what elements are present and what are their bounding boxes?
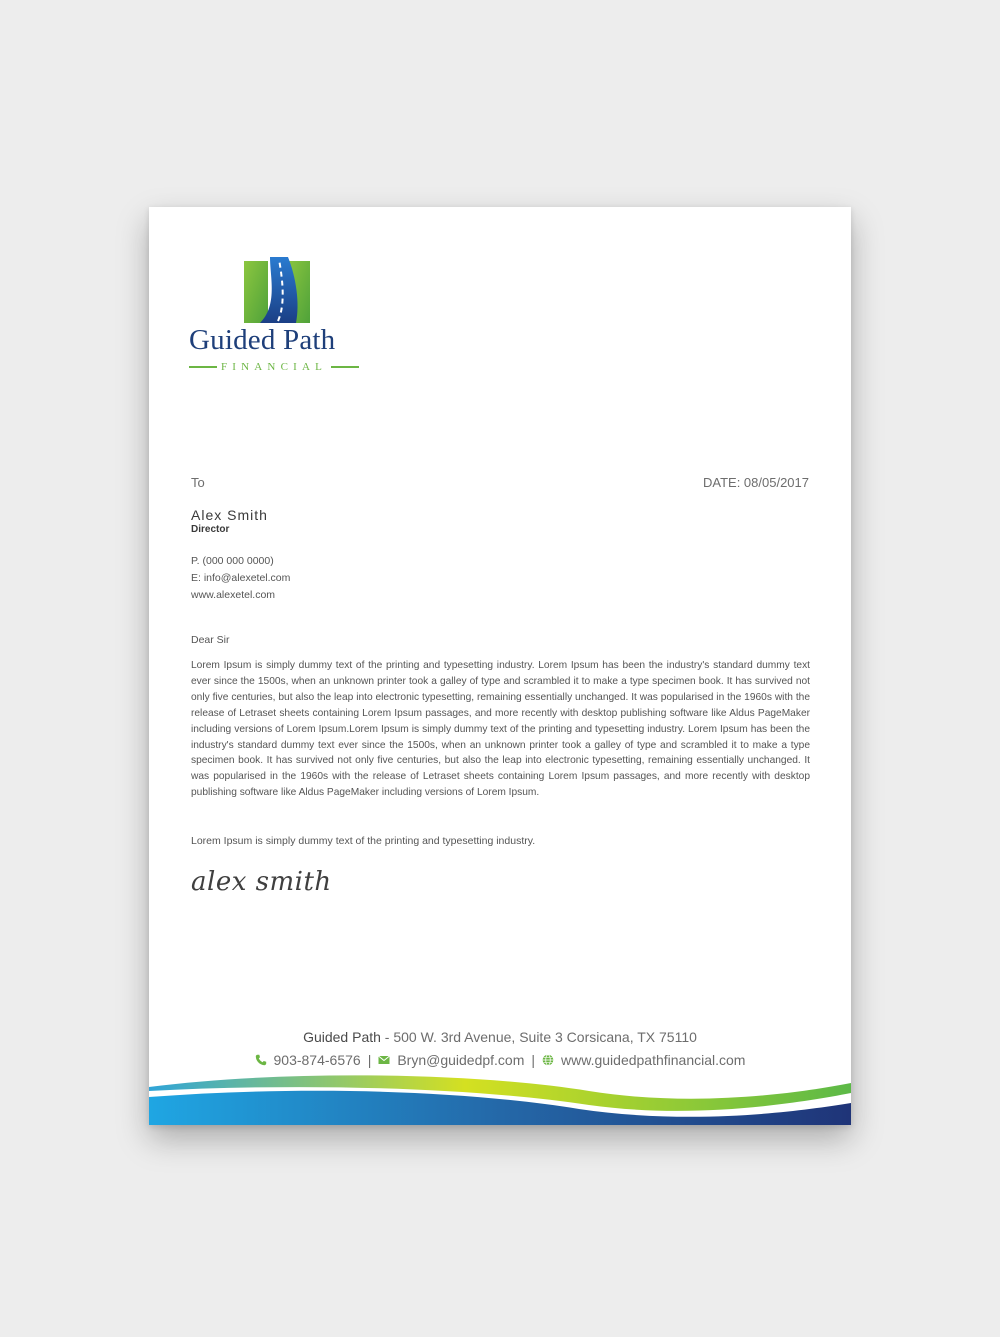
recipient-email: E: info@alexetel.com — [191, 572, 291, 584]
footer-contacts — [149, 1052, 851, 1068]
recipient-title: Director — [191, 524, 230, 535]
footer-company: Guided Path — [303, 1029, 381, 1045]
logo-wordmark: Guided Path — [189, 324, 336, 356]
phone-icon — [255, 1054, 267, 1066]
footer-address — [149, 1029, 851, 1045]
logo-subtitle — [189, 361, 359, 373]
footer-separator: | — [367, 1052, 372, 1068]
signature: alex smith — [191, 867, 332, 897]
recipient-phone: P. (000 000 0000) — [191, 555, 274, 567]
footer-address-text: - 500 W. 3rd Avenue, Suite 3 Corsicana, TX 75110 — [380, 1029, 697, 1045]
recipient-website: www.alexetel.com — [191, 589, 276, 601]
logo-rule-right — [331, 366, 359, 368]
footer-phone: 903-874-6576 — [273, 1052, 361, 1068]
globe-icon — [542, 1054, 554, 1066]
footer-wave-decoration — [149, 1069, 851, 1125]
salutation: Dear Sir — [191, 634, 230, 646]
to-label: To — [191, 475, 205, 490]
logo-rule-left — [189, 366, 217, 368]
recipient-contact — [191, 553, 290, 604]
logo-subtitle-text: FINANCIAL — [220, 361, 328, 373]
letter-date: DATE: 08/05/2017 — [703, 475, 809, 490]
footer-website[interactable]: www.guidedpathfinancial.com — [561, 1052, 746, 1068]
letter-body: Lorem Ipsum is simply dummy text of the printing and typesetting industry. Lorem Ipsum has been the industry's standard dummy text ever since the 1500s, when an unknown printer took a galley of type and scrambled it to make a type specimen book. It has survived not only five centuries, but also the leap into electronic typesetting, remaining essentially unchanged. It was popularised in the 1960s with the release of Letraset sheets containing Lorem Ipsum passages, and more recently with desktop publishing software like Aldus PageMaker including versions of Lorem Ipsum.Lorem Ipsum is simply dummy text of the printing and typesetting industry. Lorem Ipsum has been the industry's standard dummy text ever since the 1500s, when an unknown printer took a galley of type and scrambled it to make a type specimen book. It has survived not only five centuries, but also the leap into electronic typesetting, remaining essentially unchanged. It was popularised in the 1960s with the release of Letraset sheets containing Lorem Ipsum passages, and more recently with desktop publishing software like Aldus PageMaker including versions of Lorem Ipsum. — [191, 660, 810, 799]
letterhead-sheet — [149, 207, 851, 1125]
road-logo-icon — [244, 255, 310, 325]
envelope-icon — [378, 1054, 390, 1066]
company-logo — [189, 253, 359, 373]
footer-email[interactable]: Bryn@guidedpf.com — [397, 1052, 525, 1068]
closing-line: Lorem Ipsum is simply dummy text of the printing and typesetting industry. — [191, 835, 536, 847]
footer-separator: | — [531, 1052, 536, 1068]
recipient-name: Alex Smith — [191, 507, 268, 523]
